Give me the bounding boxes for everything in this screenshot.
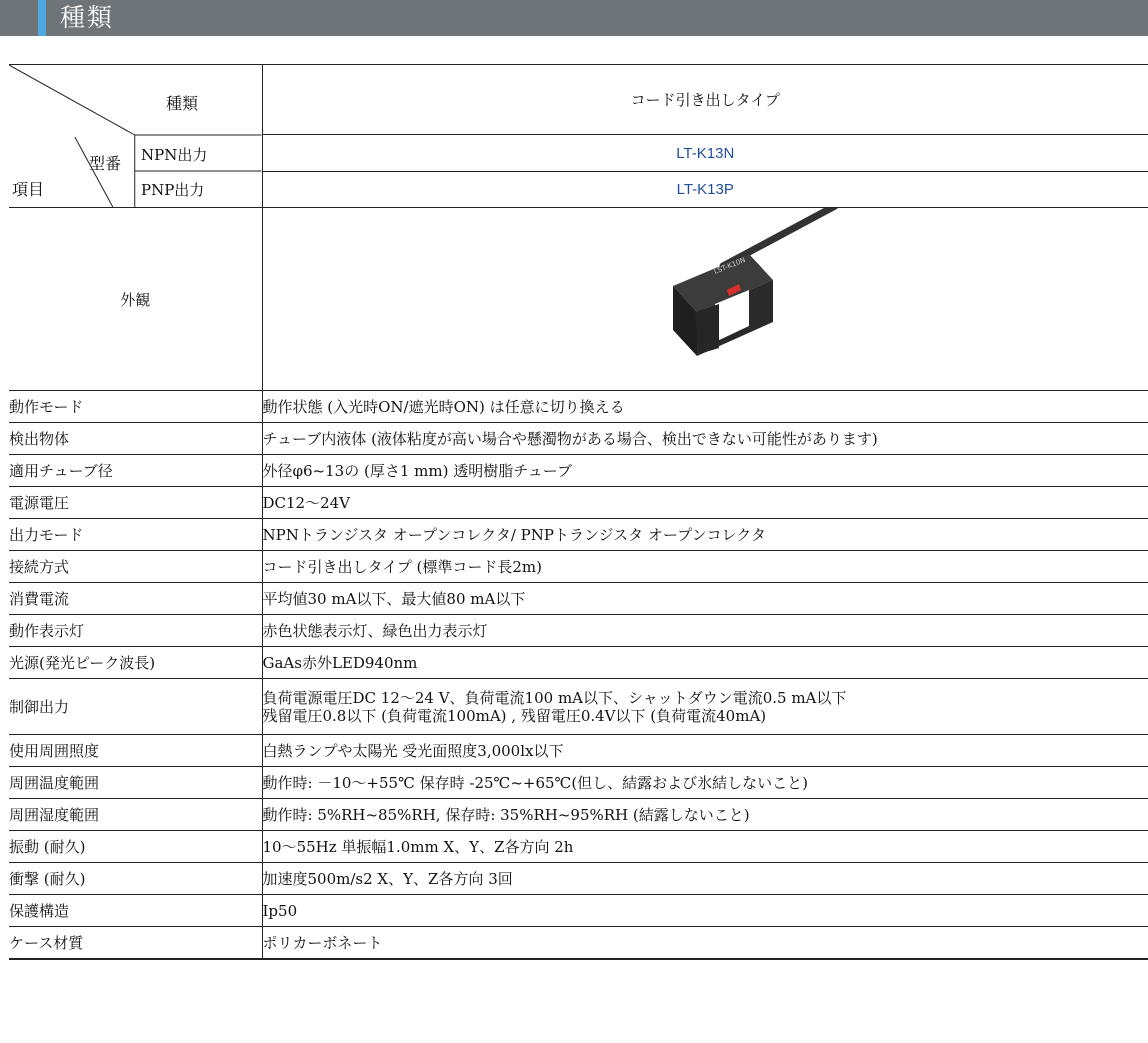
spec-value: 動作時: 5%RH~85%RH, 保存時: 35%RH~95%RH (結露しないこと) bbox=[262, 799, 1148, 831]
spec-label: 検出物体 bbox=[9, 423, 262, 455]
spec-label: 振動 (耐久) bbox=[9, 831, 262, 863]
spec-row bbox=[9, 927, 1148, 959]
corner-header-cell bbox=[9, 65, 262, 208]
spec-value: Ip50 bbox=[262, 895, 1148, 927]
spec-value: GaAs赤外LED940nm bbox=[262, 647, 1148, 679]
pnp-model-value: LT-K13P bbox=[262, 171, 1148, 207]
spec-value: 10～55Hz 単振幅1.0mm X、Y、Z各方向 2h bbox=[262, 831, 1148, 863]
appearance-row bbox=[9, 208, 1148, 391]
spec-label: 電源電圧 bbox=[9, 487, 262, 519]
spec-label: 出力モード bbox=[9, 519, 262, 551]
spec-label: 使用周囲照度 bbox=[9, 735, 262, 767]
spec-label: 消費電流 bbox=[9, 583, 262, 615]
spec-value: 動作状態 (入光時ON/遮光時ON) は任意に切り換える bbox=[262, 391, 1148, 423]
spec-row bbox=[9, 615, 1148, 647]
header-accent-bar bbox=[38, 0, 46, 36]
spec-value: ポリカーボネート bbox=[262, 927, 1148, 959]
spec-label: 接続方式 bbox=[9, 551, 262, 583]
spec-row bbox=[9, 519, 1148, 551]
spec-row bbox=[9, 767, 1148, 799]
kind-value: コード引き出しタイプ bbox=[262, 65, 1148, 135]
spec-value: コード引き出しタイプ (標準コード長2m) bbox=[262, 551, 1148, 583]
kind-row bbox=[9, 65, 1148, 135]
spec-value: 白熱ランプや太陽光 受光面照度3,000lx以下 bbox=[262, 735, 1148, 767]
spec-row bbox=[9, 455, 1148, 487]
spec-row bbox=[9, 487, 1148, 519]
spec-label: ケース材質 bbox=[9, 927, 262, 959]
control-output-line-1: 負荷電源電圧DC 12～24 V、負荷電流100 mA以下、シャットダウン電流0.5 mA以下 bbox=[262, 688, 847, 707]
spec-label: 光源(発光ピーク波長) bbox=[9, 647, 262, 679]
corner-diagonal-lines bbox=[9, 65, 262, 207]
control-output-line-2: 残留電圧0.8以下 (負荷電流100mA) , 残留電圧0.4V以下 (負荷電流40mA) bbox=[262, 706, 767, 725]
spec-value: NPNトランジスタ オープンコレクタ/ PNPトランジスタ オープンコレクタ bbox=[262, 519, 1148, 551]
spec-table bbox=[9, 64, 1148, 960]
npn-model-value: LT-K13N bbox=[262, 135, 1148, 171]
spec-label: 周囲湿度範囲 bbox=[9, 799, 262, 831]
spec-row bbox=[9, 679, 1148, 735]
corner-item-label: 項目 bbox=[12, 180, 45, 199]
spec-row bbox=[9, 551, 1148, 583]
spec-row bbox=[9, 895, 1148, 927]
corner-kind-label: 種類 bbox=[166, 94, 199, 113]
section-header bbox=[0, 0, 1148, 36]
spec-row bbox=[9, 735, 1148, 767]
spec-value: 外径φ6~13の (厚さ1 mm) 透明樹脂チューブ bbox=[262, 455, 1148, 487]
spec-row bbox=[9, 647, 1148, 679]
spec-row bbox=[9, 583, 1148, 615]
spec-label: 周囲温度範囲 bbox=[9, 767, 262, 799]
spec-value: 赤色状態表示灯、緑色出力表示灯 bbox=[262, 615, 1148, 647]
spec-row bbox=[9, 863, 1148, 895]
sensor-printed-model: LST-K10N bbox=[712, 255, 747, 276]
spec-value: DC12～24V bbox=[262, 487, 1148, 519]
sensor-product-image bbox=[603, 208, 843, 390]
spec-row bbox=[9, 423, 1148, 455]
spec-row bbox=[9, 831, 1148, 863]
pnp-output-label: PNP出力 bbox=[141, 181, 205, 199]
spec-label: 適用チューブ径 bbox=[9, 455, 262, 487]
spec-label: 衝撃 (耐久) bbox=[9, 863, 262, 895]
corner-model-label: 型番 bbox=[89, 154, 122, 173]
section-title: 種類 bbox=[60, 3, 115, 32]
spec-label: 保護構造 bbox=[9, 895, 262, 927]
spec-row bbox=[9, 799, 1148, 831]
spec-label: 動作表示灯 bbox=[9, 615, 262, 647]
spec-value: 平均値30 mA以下、最大値80 mA以下 bbox=[262, 583, 1148, 615]
spec-value: 動作時: －10～+55℃ 保存時 -25℃~+65℃(但し、結露および氷結しないこと) bbox=[262, 767, 1148, 799]
spec-row bbox=[9, 391, 1148, 423]
appearance-image-cell bbox=[262, 208, 1148, 391]
spec-value: 加速度500m/s2 X、Y、Z各方向 3回 bbox=[262, 863, 1148, 895]
npn-output-label: NPN出力 bbox=[141, 146, 208, 164]
spec-value bbox=[262, 679, 1148, 735]
spec-label: 動作モード bbox=[9, 391, 262, 423]
appearance-label: 外観 bbox=[9, 208, 262, 391]
spec-value: チューブ内液体 (液体粘度が高い場合や懸濁物がある場合、検出できない可能性があります) bbox=[262, 423, 1148, 455]
spec-label: 制御出力 bbox=[9, 679, 262, 735]
